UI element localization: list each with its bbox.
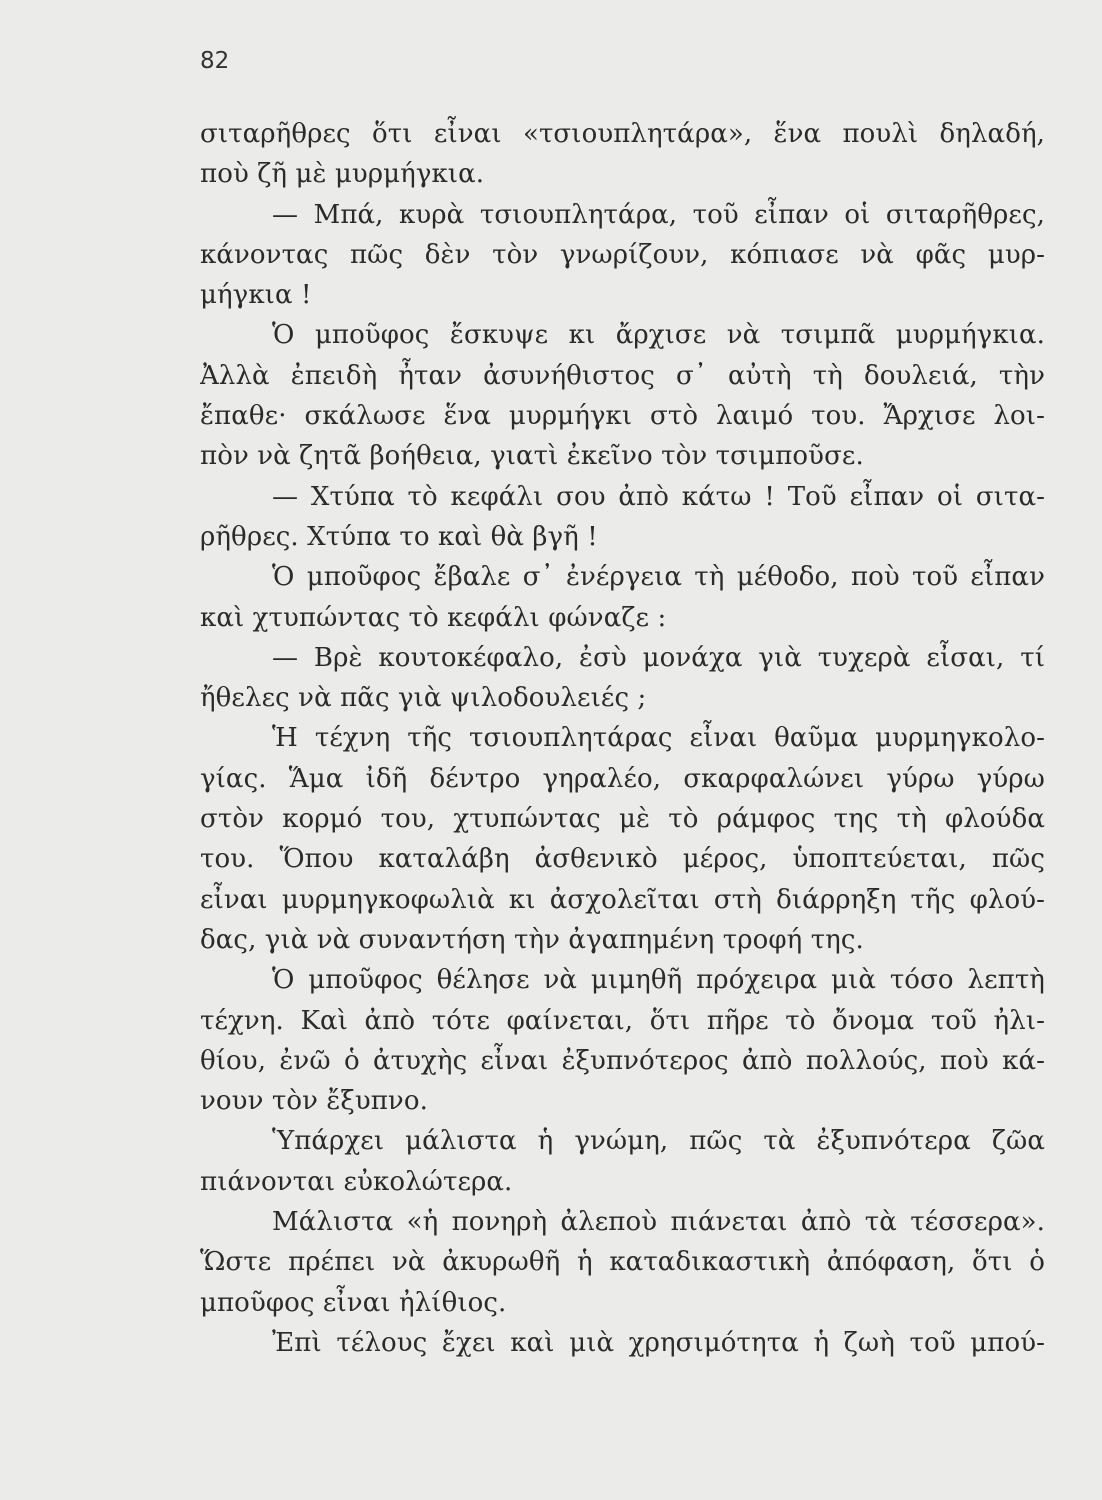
text-line: Μάλιστα «ἡ πονηρὴ ἀλεποὺ πιάνεται ἀπὸ τὰ τέσσερα».	[272, 1207, 1045, 1238]
text-line: Ὑπάρχει μάλιστα ἡ γνώμη, πῶς τὰ ἐξυπνότερα ζῶα	[272, 1126, 1045, 1157]
text-line: Ὥστε πρέπει νὰ ἀκυρωθῆ ἡ καταδικαστικὴ ἀπόφαση, ὅτι ὁ	[200, 1247, 1045, 1278]
text-line: γίας. Ἅμα ἰδῆ δέντρο γηραλέο, σκαρφαλώνει γύρω γύρω	[200, 763, 1045, 794]
text-line: στὸν κορμό του, χτυπώντας μὲ τὸ ράμφος της τὴ φλούδα	[200, 804, 1045, 835]
text-line: πὸν νὰ ζητᾶ βοήθεια, γιατὶ ἐκεῖνο τὸν τσιμποῦσε.	[200, 441, 864, 472]
text-line: πιάνονται εὐκολώτερα.	[200, 1166, 513, 1197]
text-line: μήγκια !	[200, 280, 312, 311]
text-line: Ἡ τέχνη τῆς τσιουπλητάρας εἶναι θαῦμα μυρμηγκολο-	[272, 723, 1045, 754]
text-line: νουν τὸν ἔξυπνο.	[200, 1086, 428, 1117]
text-line: σιταρῆθρες ὅτι εἶναι «τσιουπλητάρα», ἕνα πουλὶ δηλαδή,	[200, 119, 1045, 149]
text-line: Ὁ μποῦφος ἔσκυψε κι ἄρχισε νὰ τσιμπᾶ μυρμήγκια.	[272, 320, 1045, 351]
text-line: μποῦφος εἶναι ἠλίθιος.	[200, 1287, 507, 1318]
text-line: καὶ χτυπώντας τὸ κεφάλι φώναζε :	[200, 602, 667, 633]
text-line: Ἀλλὰ ἐπειδὴ ἦταν ἀσυνήθιστος σ᾽ αὐτὴ τὴ δουλειά, τὴν	[200, 360, 1045, 391]
text-line: ρῆθρες. Χτύπα το καὶ θὰ βγῆ !	[200, 521, 598, 552]
text-line: του. Ὅπου καταλάβη ἀσθενικὸ μέρος, ὑποπτεύεται, πῶς	[200, 844, 1045, 875]
text-line: — Χτύπα τὸ κεφάλι σου ἀπὸ κάτω ! Τοῦ εἶπαν οἱ σιτα-	[272, 481, 1045, 512]
body-text	[200, 114, 1045, 1363]
text-line: θίου, ἐνῶ ὁ ἀτυχὴς εἶναι ἐξυπνότερος ἀπὸ πολλούς, ποὺ κά-	[200, 1045, 1045, 1076]
text-line: εἶναι μυρμηγκοφωλιὰ κι ἀσχολεῖται στὴ διάρρηξη τῆς φλού-	[200, 884, 1045, 915]
text-line: Ὁ μποῦφος θέλησε νὰ μιμηθῆ πρόχειρα μιὰ τόσο λεπτὴ	[272, 965, 1045, 996]
text-line: ἔπαθε· σκάλωσε ἕνα μυρμήγκι στὸ λαιμό του. Ἄρχισε λοι-	[200, 401, 1045, 432]
text-line: — Βρὲ κουτοκέφαλο, ἐσὺ μονάχα γιὰ τυχερὰ εἶσαι, τί	[272, 642, 1045, 673]
text-line: — Μπά, κυρὰ τσιουπλητάρα, τοῦ εἶπαν οἱ σιταρῆθρες,	[272, 199, 1045, 230]
text-line: ποὺ ζῆ μὲ μυρμήγκια.	[200, 159, 485, 190]
page-number: 82	[200, 48, 230, 74]
text-line: κάνοντας πῶς δὲν τὸν γνωρίζουν, κόπιασε νὰ φᾶς μυρ-	[200, 239, 1045, 270]
text-line: Ἐπὶ τέλους ἔχει καὶ μιὰ χρησιμότητα ἡ ζωὴ τοῦ μπού-	[272, 1327, 1045, 1358]
text-line: ἤθελες νὰ πᾶς γιὰ ψιλοδουλειές ;	[200, 683, 647, 714]
text-line: Ὁ μποῦφος ἔβαλε σ᾽ ἐνέργεια τὴ μέθοδο, ποὺ τοῦ εἶπαν	[272, 562, 1045, 593]
text-line: τέχνη. Καὶ ἀπὸ τότε φαίνεται, ὅτι πῆρε τὸ ὄνομα τοῦ ἠλι-	[200, 1005, 1045, 1036]
text-line: δας, γιὰ νὰ συναντήση τὴν ἀγαπημένη τροφή της.	[200, 924, 864, 955]
